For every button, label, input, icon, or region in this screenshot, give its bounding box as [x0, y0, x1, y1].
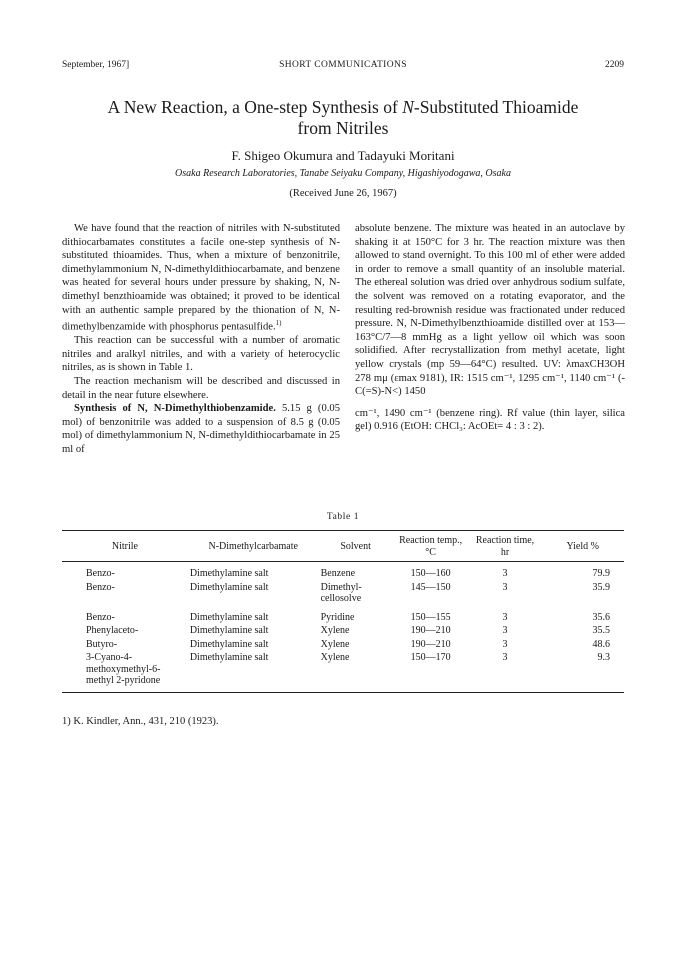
paragraph-intro: We have found that the reaction of nitriles with N-substituted dithiocarbamates constitutes a facile one-step synthesis of N-substituted thioamides. Thus, when a mixture of benzonitrile, dimethylammonium N, N-dimethyldithiocarbamate, and benzene was heated for several hours under pressure by shaking, N, N-dimethyl benzthioamide was obtained; it proved to be identical with an authentic sample prepared by the thionation of N, N-dimethylbenzamide with phosphorus pentasulfide.$^{1)}$ — [62, 223, 340, 333]
table-caption: Table 1 — [326, 512, 360, 522]
header-date: September, 1967] — [62, 60, 130, 70]
table-row: Phenylaceto- Dimethylamine salt Xylene 190—210 3 35.5 — [86, 625, 610, 636]
col-header-nitrile: Nitrile — [111, 540, 138, 552]
paragraph-mechanism: The reaction mechanism will be described and discussed in detail in the near future elsewhere. — [62, 376, 340, 401]
paragraph-procedure: absolute benzene. The mixture was heated in an autoclave by shaking it at 150°C for 3 hr. The reaction mixture was then allowed to stand overnight. To this 100 ml of ether were added in order to remove a small quantity of an insoluble material. The ethereal solution was dried over anhydrous sodium sulfate, the solvent was removed on a rotating evaporator, and the resulting red-brownish residue was fractionated under reduced pressure. N, N-Dimethylbenzthioamide distilled over at 153—163°C/7—8 mmHg as a light yellow oil which was soon solidified. After recrystallization from methyl acetate, light yellow crystals (mp 59—64°C) resulted. UV: λmaxCH3OH 278 mμ (εmax 9181), IR: 1515 cm⁻¹, 1295 cm⁻¹, 1140 cm⁻¹ (-C(=S)-N<) 1450 — [355, 223, 625, 398]
table-header-row — [62, 532, 624, 561]
table-row: Butyro- Dimethylamine salt Xylene 190—210 3 48.6 — [86, 638, 610, 650]
uv-data: λmaxCH3OH 278 mμ (εmax 9181), IR: — [355, 358, 625, 384]
table-row: Benzo- Dimethylamine salt Benzene 150—160 3 79.9 — [86, 568, 610, 579]
paragraph-ir-rf: cm⁻¹, 1490 cm⁻¹ (benzene ring). Rf value (thin layer, silica gel) 0.916 (EtOH: CHCl₃: AcOEt= 4 : 3 : 2). — [355, 407, 625, 433]
col-header-carbamate: N-Dimethylcarbamate — [208, 540, 298, 552]
reaction-table — [62, 532, 624, 693]
left-column — [62, 222, 340, 457]
table-row: 3-Cyano-4-methoxymethyl-6-methyl 2-pyridone Dimethylamine salt Xylene 150—170 3 9.3 — [86, 652, 610, 686]
affiliation: Osaka Research Laboratories, Tanabe Seiyaku Company, Higashiyodogawa, Osaka — [175, 168, 511, 179]
col-header-temp: Reaction temp., °C — [399, 535, 463, 558]
right-column — [355, 222, 625, 434]
footnote-reference-1: 1) K. Kindler, Ann., 431, 210 (1923). — [62, 716, 219, 727]
article-title: A New Reaction, a One-step Synthesis of N-Substituted Thioamide from Nitriles — [107, 97, 579, 138]
running-header — [62, 60, 624, 74]
header-page-number: 2209 — [605, 60, 624, 70]
uv-label: UV: — [543, 358, 561, 370]
synthesis-heading: Synthesis of N, N-Dimethylthiobenzamide. — [74, 403, 276, 415]
ir-data: 1515 cm⁻¹, 1295 cm⁻¹, 1140 cm⁻¹ (-C(=S)-N<) 1450 — [355, 372, 625, 398]
authors: F. Shigeo Okumura and Tadayuki Moritani — [231, 148, 455, 163]
table-row: Benzo- Dimethylamine salt Dimethyl- cellosolve 145—150 3 35.9 — [86, 581, 610, 604]
received-date: (Received June 26, 1967) — [289, 188, 397, 199]
reference-marker[interactable]: 1) — [275, 319, 282, 328]
table-top-rule — [62, 530, 624, 531]
paragraph-scope: This reaction can be successful with a number of aromatic nitriles and aralkyl nitriles, and with a variety of heterocyclic nitriles, as is shown in Table 1. — [62, 335, 340, 374]
col-header-yield: Yield % — [566, 540, 599, 552]
table-row: Benzo- Dimethylamine salt Pyridine 150—155 3 35.6 — [86, 611, 610, 623]
header-section: SHORT COMMUNICATIONS — [279, 60, 407, 70]
col-header-solvent: Solvent — [340, 540, 371, 552]
paragraph-synthesis: Synthesis of N, N-Dimethylthiobenzamide. 5.15 g (0.05 mol) of benzonitrile was added to a suspension of 8.5 g (0.05 mol) of dimethylammonium N, N-dimethyldithiocarbamate in 25 ml of — [62, 403, 340, 456]
col-header-time: Reaction time, hr — [475, 535, 535, 558]
